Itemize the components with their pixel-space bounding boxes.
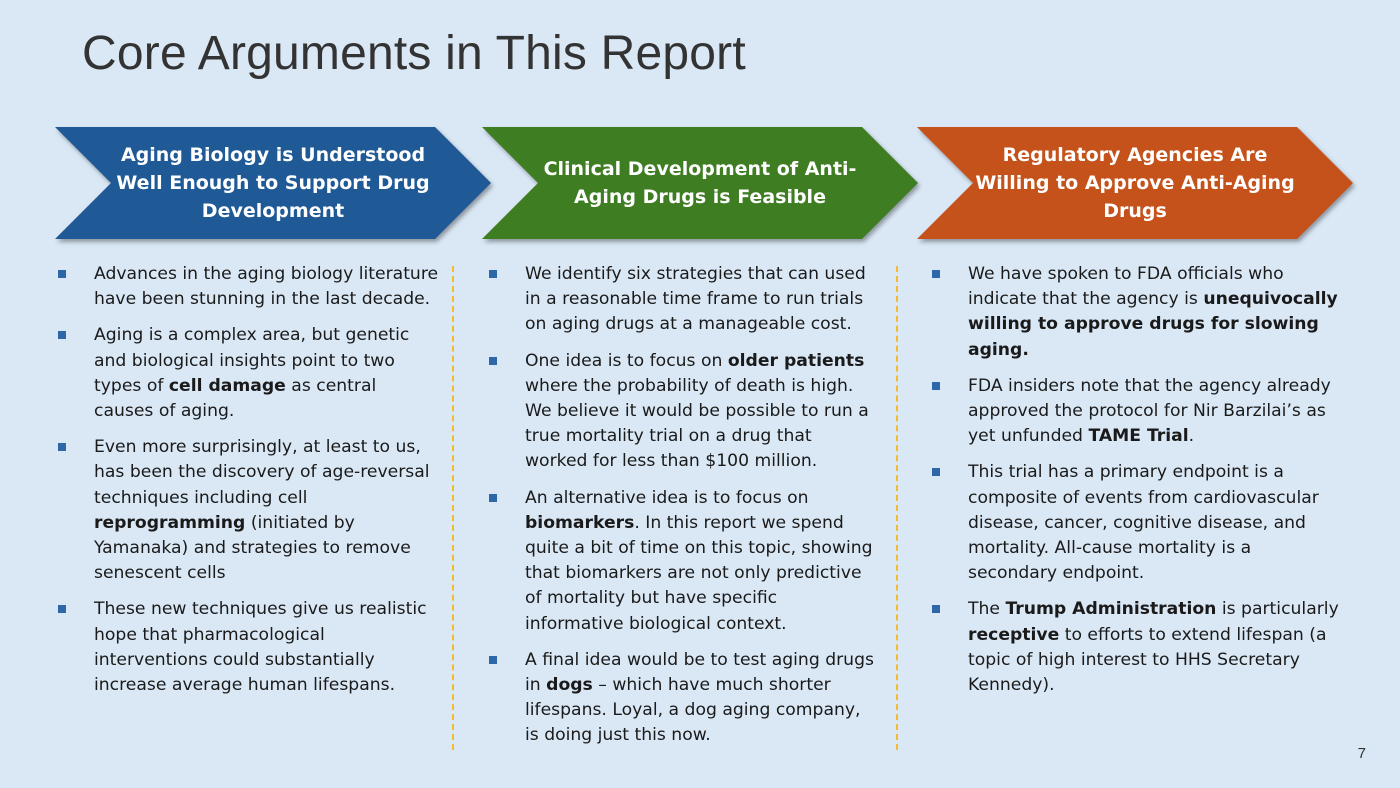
bullet-item: [56, 435, 440, 586]
heading-line: Well Enough to Support Drug: [116, 172, 430, 194]
bullet-item: [930, 597, 1340, 698]
bullet-text: This trial has a primary endpoint is a composite of events from cardiovascular disease, cancer, cognitive disease, and mortality. All-cause mortality is a secondary endpoint.: [968, 462, 1319, 584]
bullet-text: .: [1188, 426, 1195, 447]
bullet-item: [930, 374, 1340, 450]
bullet-text-bold: reprogramming: [94, 512, 246, 533]
square-bullet-icon: [932, 605, 940, 613]
bullet-text: We have spoken to FDA officials who indicate that the agency is: [968, 264, 1284, 310]
square-bullet-icon: [489, 270, 497, 278]
square-bullet-icon: [489, 357, 497, 365]
bullet-text-bold: cell damage: [168, 375, 286, 396]
heading-lines: [116, 141, 429, 225]
chevron-heading: [538, 127, 862, 239]
column-divider: [452, 266, 454, 750]
bullet-item: [56, 323, 440, 424]
bullet-text-bold: TAME Trial: [1088, 426, 1189, 447]
bullet-text: One idea is to focus on: [525, 350, 728, 371]
bullet-text: (initiated by Yamanaka) and strategies to remove senescent cells: [94, 512, 411, 584]
square-bullet-icon: [489, 494, 497, 502]
bullet-text-bold: unequivocally willing to approve drugs for slowing aging.: [968, 289, 1338, 360]
bullet-text-bold: biomarkers: [525, 512, 635, 533]
column-aging-biology: [56, 262, 440, 709]
bullet-text: An alternative idea is to focus on: [525, 487, 809, 508]
bullet-text-bold: dogs: [546, 675, 593, 696]
square-bullet-icon: [58, 605, 66, 613]
bullet-text: Aging is a complex area, but genetic and biological insights point to two types of: [94, 325, 410, 396]
square-bullet-icon: [58, 331, 66, 339]
chevron-heading: [973, 127, 1297, 239]
bullet-text: We identify six strategies that can used in a reasonable time frame to run trials on aging drugs at a manageable cost.: [525, 264, 866, 335]
bullet-text: A final idea would be to test aging drugs in: [525, 649, 874, 696]
heading-line: Regulatory Agencies Are: [1002, 144, 1268, 166]
heading-line: Willing to Approve Anti-Aging: [975, 172, 1295, 194]
bullet-text: – which have much shorter lifespans. Loyal, a dog aging company, is doing just this now.: [525, 675, 861, 746]
chevron-heading: [111, 127, 435, 239]
page-number: 7: [1357, 745, 1366, 762]
heading-lines: [544, 155, 857, 211]
bullet-item: [487, 648, 877, 749]
square-bullet-icon: [932, 270, 940, 278]
bullet-text: The: [968, 599, 1006, 620]
square-bullet-icon: [489, 656, 497, 664]
chevron-regulatory-agencies: [917, 127, 1353, 239]
heading-line: Development: [201, 200, 345, 222]
bullet-list: [487, 262, 877, 749]
bullet-text: to efforts to extend lifespan (a topic of high interest to HHS Secretary Kennedy).: [968, 624, 1327, 696]
bullet-text-bold: Trump Administration: [1005, 599, 1217, 620]
bullet-item: [930, 460, 1340, 586]
bullet-text: Advances in the aging biology literature have been stunning in the last decade.: [94, 264, 439, 310]
bullet-item: [487, 262, 877, 338]
square-bullet-icon: [58, 443, 66, 451]
bullet-list: [930, 262, 1340, 698]
bullet-item: [930, 262, 1340, 363]
heading-lines: [975, 141, 1294, 225]
column-regulatory-agencies: [930, 262, 1340, 709]
bullet-list: [56, 262, 440, 698]
bullet-text: as central causes of aging.: [94, 375, 377, 422]
chevron-clinical-development: [482, 127, 918, 239]
column-clinical-development: [487, 262, 877, 760]
bullet-text-bold: older patients: [727, 350, 865, 371]
bullet-item: [56, 262, 440, 312]
bullet-text-bold: receptive: [968, 624, 1060, 645]
bullet-text: These new techniques give us realistic hope that pharmacological interventions could substantially increase average human lifespans.: [94, 599, 427, 696]
heading-line: Drugs: [1103, 200, 1167, 222]
page-title: Core Arguments in This Report: [82, 27, 746, 80]
bullet-text: is particularly: [1216, 599, 1339, 620]
bullet-item: [487, 486, 877, 637]
bullet-item: [487, 349, 877, 475]
square-bullet-icon: [932, 382, 940, 390]
heading-line: Aging Biology is Understood: [120, 144, 426, 166]
bullet-text: . In this report we spend quite a bit of time on this topic, showing that biomarkers are not only predictive of mortality but have specific informative biological context.: [525, 512, 873, 634]
chevron-aging-biology: [55, 127, 491, 239]
bullet-text: Even more surprisingly, at least to us, has been the discovery of age-reversal techniques including cell: [94, 437, 430, 508]
column-divider: [896, 266, 898, 750]
heading-line: Aging Drugs is Feasible: [574, 186, 826, 208]
bullet-text: FDA insiders note that the agency already approved the protocol for Nir Barzilai’s as yet unfunded: [968, 375, 1331, 447]
heading-line: Clinical Development of Anti-: [543, 158, 857, 180]
bullet-text: where the probability of death is high. We believe it would be possible to run a true mortality trial on a drug that worked for less than $100 million.: [525, 375, 869, 472]
square-bullet-icon: [932, 468, 940, 476]
square-bullet-icon: [58, 270, 66, 278]
bullet-item: [56, 597, 440, 698]
